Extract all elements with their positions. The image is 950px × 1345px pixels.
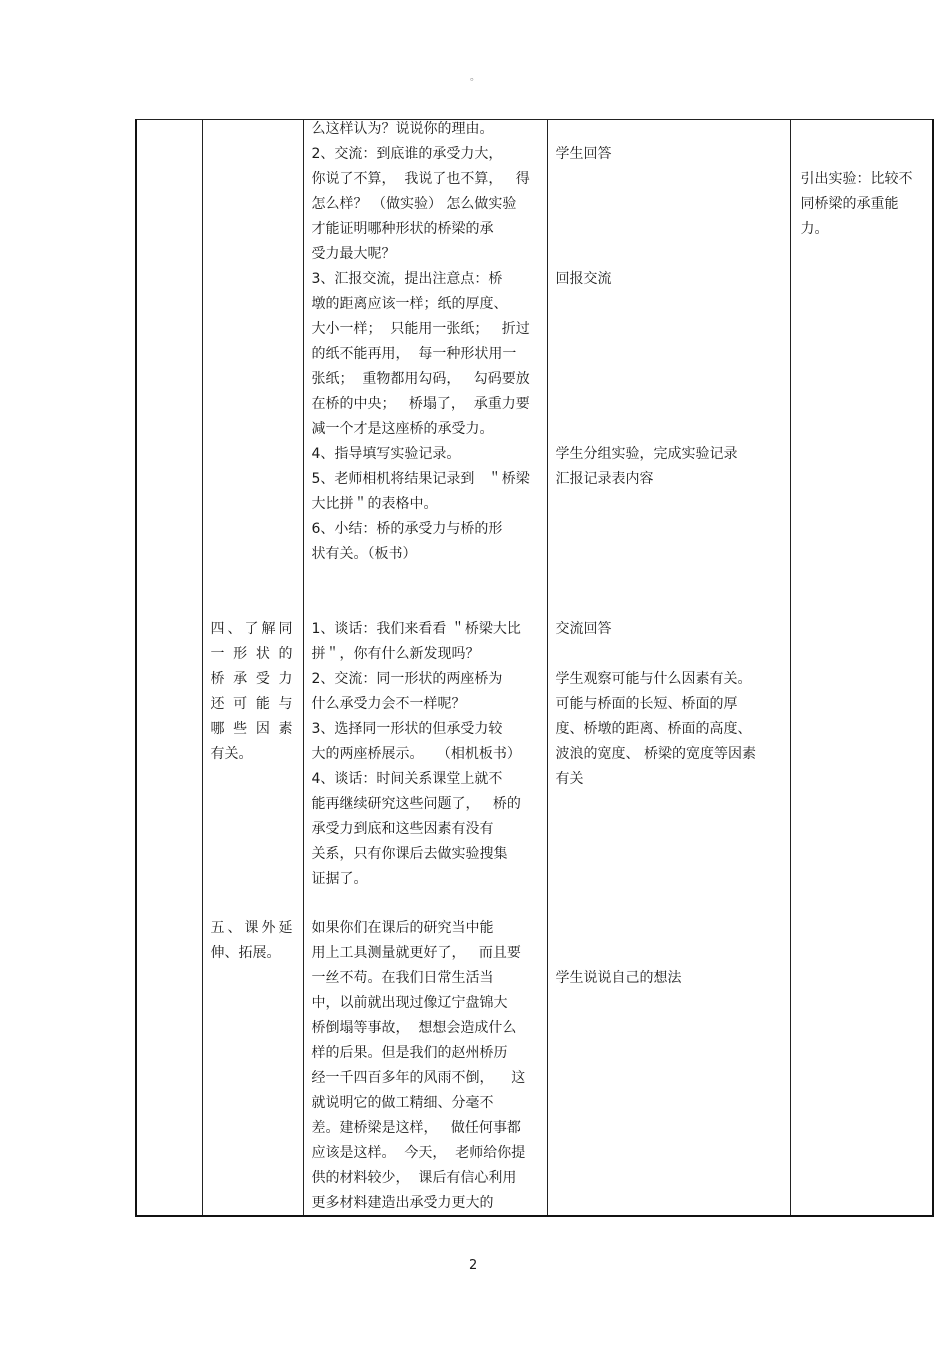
text-line: 状有关。（板书） — [311, 546, 417, 562]
table-row — [136, 120, 933, 1217]
text-line: 用上工具测量就更好了， 而且要 — [311, 945, 521, 961]
text-line: 能再继续研究这些问题了， 桥的 — [311, 796, 521, 812]
stage-column — [202, 120, 303, 1217]
text-line: 关系，只有你课后去做实验搜集 — [311, 846, 508, 862]
teacher-block — [312, 117, 544, 142]
header-mark: 。 — [470, 72, 480, 83]
text-line: 一形状的 — [210, 646, 293, 662]
text-line: 才能证明哪种形状的桥梁的承 — [311, 221, 494, 237]
text-line: 大比拼＂的表格中。 — [311, 496, 438, 512]
text-line: 一丝不苟。在我们日常生活当 — [311, 970, 494, 986]
text-line: 3、选择同一形状的但承受力较 — [311, 721, 503, 737]
page-number: 2 — [469, 1258, 478, 1273]
text-line: 承受力到底和这些因素有没有 — [311, 821, 494, 837]
text-line: 什么承受力会不一样呢？ — [311, 696, 466, 712]
text-line: 供的材料较少， 课后有信心利用 — [311, 1170, 517, 1186]
teacher-block — [312, 442, 544, 567]
student-block — [556, 966, 786, 991]
text-line: 有关 — [555, 771, 584, 787]
text-line: 的纸不能再用， 每一种形状用一 — [311, 346, 517, 362]
text-line: 3、汇报交流，提出注意点：桥 — [311, 271, 503, 287]
student-activity-column — [547, 120, 790, 1217]
text-line: 差。建桥梁是这样， 做任何事都 — [311, 1120, 521, 1136]
text-line: 证据了。 — [311, 871, 368, 887]
text-line: 应该是这样。 今天， 老师给你提 — [311, 1145, 526, 1161]
teacher-block — [312, 617, 544, 892]
teacher-block — [312, 142, 544, 267]
stage-block — [211, 617, 293, 767]
text-line: 四、了解同 — [210, 621, 293, 637]
text-line: 中，以前就出现过像辽宁盘锦大 — [311, 995, 508, 1011]
text-line: 可能与桥面的长短、桥面的厚 — [555, 696, 738, 712]
text-line: 4、谈话：时间关系课堂上就不 — [311, 771, 503, 787]
section-column — [136, 120, 202, 1217]
text-line: 怎么样？ （做实验） 怎么做实验 — [311, 196, 517, 212]
text-line: 回报交流 — [555, 271, 612, 287]
text-line: 墩的距离应该一样；纸的厚度、 — [311, 296, 508, 312]
teacher-block — [312, 916, 544, 1216]
text-line: 大的两座桥展示。 （相机板书） — [311, 746, 521, 762]
student-block — [556, 617, 786, 642]
text-line: 6、小结：桥的承受力与桥的形 — [311, 521, 503, 537]
text-line: 张纸； 重物都用勾码， 勾码要放 — [311, 371, 530, 387]
text-line: 减一个才是这座桥的承受力。 — [311, 421, 494, 437]
text-line: 在桥的中央； 桥塌了， 承重力要 — [311, 396, 530, 412]
text-line: 5、老师相机将结果记录到 ＂桥梁 — [311, 471, 530, 487]
text-line: 学生说说自己的想法 — [555, 970, 682, 986]
text-line: 伸、拓展。 — [210, 945, 281, 961]
text-line: 如果你们在课后的研究当中能 — [311, 920, 494, 936]
text-line: 4、指导填写实验记录。 — [311, 446, 461, 462]
text-line: 学生分组实验，完成实验记录 — [555, 446, 738, 462]
text-line: 有关。 — [210, 746, 253, 762]
text-line: 受力最大呢？ — [311, 246, 396, 262]
text-line: 1、谈话：我们来看看 ＂桥梁大比 — [311, 621, 521, 637]
text-line: 引出实验：比较不 — [800, 171, 913, 187]
text-line: 拼＂，你有什么新发现吗？ — [311, 646, 480, 662]
text-line: 你说了不算， 我说了也不算， 得 — [311, 171, 530, 187]
text-line: 大小一样； 只能用一张纸； 折过 — [311, 321, 530, 337]
text-line: 么这样认为？说说你的理由。 — [311, 121, 494, 137]
text-line: 桥倒塌等事故， 想想会造成什么 — [311, 1020, 517, 1036]
text-line: 学生观察可能与什么因素有关。 — [555, 671, 752, 687]
student-block — [556, 667, 786, 792]
text-line: 样的后果。但是我们的赵州桥历 — [311, 1045, 508, 1061]
text-line: 更多材料建造出承受力更大的 — [311, 1195, 494, 1211]
text-line: 哪些因素 — [210, 721, 293, 737]
student-block — [556, 142, 786, 167]
text-line: 还可能与 — [210, 696, 293, 712]
text-line: 学生回答 — [555, 146, 612, 162]
text-line: 同桥梁的承重能 — [800, 196, 899, 212]
teacher-activity-column — [303, 120, 547, 1217]
text-line: 度、桥墩的距离、桥面的高度、 — [555, 721, 752, 737]
text-line: 力。 — [800, 221, 829, 237]
student-block — [556, 442, 786, 492]
teacher-block — [312, 267, 544, 442]
design-intent-column — [790, 120, 933, 1217]
text-line: 波浪的宽度、 桥梁的宽度等因素 — [555, 746, 756, 762]
intent-block — [801, 167, 926, 242]
student-block — [556, 267, 786, 292]
text-line: 五、课外延 — [210, 920, 293, 936]
text-line: 经一千四百多年的风雨不倒， 这 — [311, 1070, 526, 1086]
stage-block — [211, 916, 293, 966]
text-line: 交流回答 — [555, 621, 612, 637]
text-line: 汇报记录表内容 — [555, 471, 654, 487]
text-line: 2、交流：同一形状的两座桥为 — [311, 671, 503, 687]
text-line: 就说明它的做工精细、分毫不 — [311, 1095, 494, 1111]
text-line: 桥承受力 — [210, 671, 293, 687]
text-line: 2、交流：到底谁的承受力大， — [311, 146, 503, 162]
lesson-plan-table — [135, 119, 934, 1217]
